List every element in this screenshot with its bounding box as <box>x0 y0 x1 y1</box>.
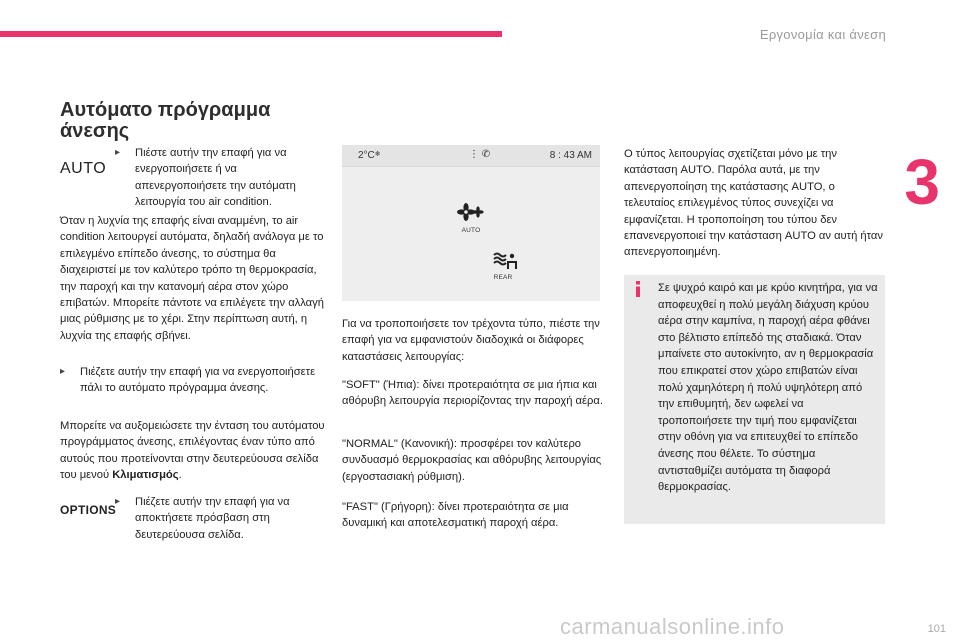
info-icon <box>634 281 642 297</box>
auto-button-text: AUTO <box>461 227 481 234</box>
paragraph-end: . <box>178 469 182 482</box>
touchscreen-illustration <box>342 145 600 301</box>
header-accent-bar <box>0 31 502 37</box>
paragraph-text: Μπορείτε να αυξομειώσετε την ένταση του αυτόματου προγράμματος άνεσης, επιλέγοντας έναν τύπο από αυτούς που προτείνονται στην δευτερεύουσα σελίδα του μενού <box>60 420 325 482</box>
paragraph-mode-note: Ο τύπος λειτουργίας σχετίζεται μόνο με την κατάσταση AUTO. Παρόλα αυτά, με την απενεργοποίηση της κατάστασης AUTO, ο τελευταίος επιλεγμένος τύπος συνεχίζει να εμφανίζεται. Η τροποποίηση του τύπου δεν επανενεργοποιεί την κατάσταση AUTO αν αυτή ήταν απενεργοποιημένη. <box>624 148 883 259</box>
bullet-text: Πιέζετε αυτήν την επαφή για να ενεργοποιήσετε πάλι το αυτόματο πρόγραμμα άνεσης. <box>80 366 316 395</box>
phone-icon: ✆ <box>481 149 491 160</box>
paragraph-soft-mode: "SOFT" (Ήπια): δίνει προτεραιότητα σε μια ήπια και αθόρυβη λειτουργία περιορίζοντας την παροχή αέρα. <box>342 379 603 408</box>
rear-button-text: REAR <box>493 274 513 281</box>
clock: 8 : 43 AM <box>549 150 592 161</box>
paragraph-normal-mode: "NORMAL" (Κανονική): προσφέρει τον καλύτερο συνδυασμό θερμοκρασίας και αθόρυβης λειτουργίας (εργοστασιακή ρύθμιση). <box>342 438 602 483</box>
watermark: carmanualsonline.info <box>560 614 785 639</box>
info-box <box>624 275 885 524</box>
rear-climate-button[interactable] <box>488 249 518 281</box>
bullet-options <box>115 494 325 543</box>
bullet-auto-toggle <box>115 145 325 211</box>
rear-climate-icon <box>488 249 518 271</box>
paragraph-fast-mode: "FAST" (Γρήγορη): δίνει προτεραιότητα σε μια δυναμική και αποτελεσματική παροχή αέρα. <box>342 501 569 530</box>
menu-name-climate: Κλιματισμός <box>112 469 179 482</box>
snowflake-icon: ❄ <box>374 151 381 158</box>
paragraph-modify-type: Για να τροποποιήσετε τον τρέχοντα τύπο, πιέστε την επαφή για να εμφανιστούν διαδοχικά οι διάφορες καταστάσεις λειτουργίας: <box>342 318 600 363</box>
bullet-text: Πιέζετε αυτήν την επαφή για να αποκτήσετε πρόσβαση στη δευτερεύουσα σελίδα. <box>135 496 290 541</box>
bullet-reactivate <box>60 364 325 397</box>
section-title: Εργονομία και άνεση <box>759 27 886 42</box>
options-button-label: OPTIONS <box>60 503 117 517</box>
bullet-arrow-icon: ▸ <box>115 147 121 158</box>
page-title: Αυτόματο πρόγραμμα άνεσης <box>60 99 271 142</box>
chapter-number: 3 <box>904 146 940 218</box>
paragraph-auto-description: Όταν η λυχνία της επαφής είναι αναμμένη, το air condition λειτουργεί αυτόματα, δηλαδή ανάλογα με το επιλεγμένο επίπεδο άνεσης, το σύστημα θα διαχειριστεί με τον καλύτερο τρόπο τη θερμοκρασία, την παροχή και την κατανομή αέρα στον χώρο επιβατών. Μπορείτε πάντοτε να επιλέγετε την αλλαγή μιας ρύθμισης με το χέρι. Στην περίπτωση αυτή, η λυχνία της επαφής σβήνει. <box>60 215 324 342</box>
bullet-arrow-icon: ▸ <box>115 496 121 507</box>
screen-status-bar <box>342 145 600 167</box>
auto-button-label: AUTO <box>60 160 107 177</box>
outside-temperature: 2°C❄ <box>358 150 381 161</box>
bullet-arrow-icon: ▸ <box>60 366 66 377</box>
info-text: Σε ψυχρό καιρό και με κρύο κινητήρα, για να αποφευχθεί η πολύ μεγάλη διάχυση κρύου αέρα στην καμπίνα, η παροχή αέρα φθάνει στο βέλτιστο επίπεδό της σταδιακά. Όταν μπαίνετε στο αυτοκίνητο, αν η θερμοκρασία που επικρατεί στον χώρο επιβατών είναι πολύ χαμηλότερη ή πολύ υψηλότερη από την επιθυμητή, δεν ωφελεί να τροποποιήσετε την τιμή που εμφανίζεται στην οθόνη για να επιτευχθεί το επίπεδο άνεσης που θέλετε. Το σύστημα αντισταθμίζει αυτόματα τη διαφορά θερμοκρασίας. <box>658 282 878 494</box>
page-number: 101 <box>927 623 946 635</box>
paragraph-intensity <box>60 418 325 484</box>
bullet-text: Πιέστε αυτήν την επαφή για να ενεργοποιήσετε ή να απενεργοποιήσετε την αυτόματη λειτουργία του air condition. <box>135 147 296 209</box>
fan-auto-icon <box>456 202 486 224</box>
auto-climate-button[interactable] <box>456 202 486 234</box>
status-icons: ⋮ ✆ <box>469 149 491 160</box>
